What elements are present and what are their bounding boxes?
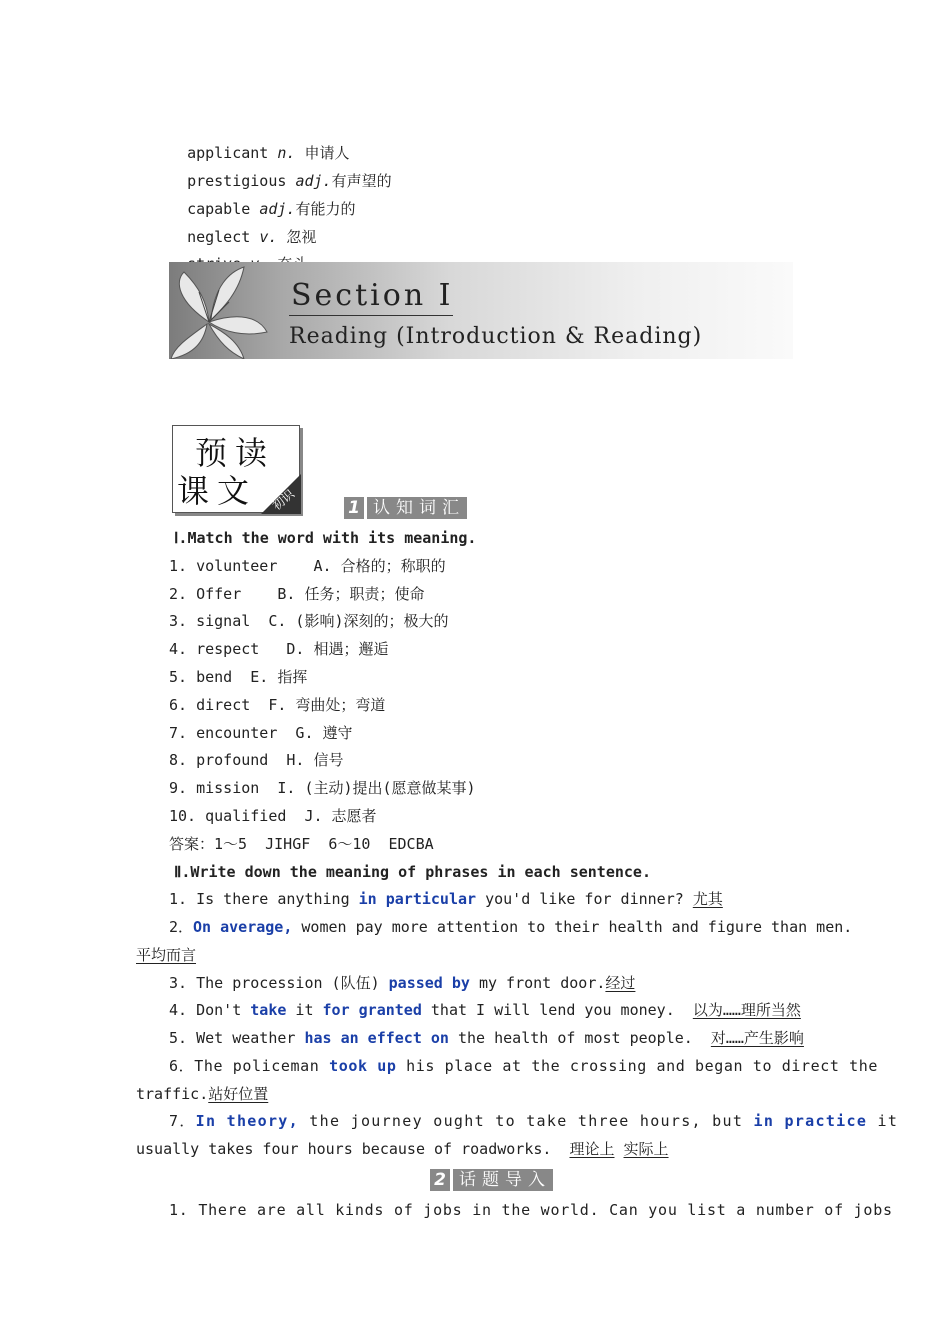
vocab-pos: v. bbox=[259, 228, 278, 246]
match-item: 10. qualified J. 志愿者 bbox=[169, 807, 377, 825]
match-item: 9. mission I. (主动)提出(愿意做某事) bbox=[169, 779, 476, 797]
vocab-meaning: 忽视 bbox=[286, 228, 317, 246]
section-title-rule bbox=[289, 315, 453, 316]
sentence-1: 1. Is there anything in particular you'd like for dinner? 尤其 bbox=[169, 890, 723, 908]
topic-question-1: 1. There are all kinds of jobs in the world. Can you list a number of jobs bbox=[169, 1201, 893, 1219]
part2-header: Ⅱ.Write down the meaning of phrases in each sentence. bbox=[174, 863, 651, 881]
vocab-pos: adj. bbox=[295, 172, 332, 190]
vocab-meaning: 申请人 bbox=[304, 144, 350, 162]
vocab-word: applicant bbox=[187, 144, 269, 162]
lily-flower-icon bbox=[169, 262, 269, 359]
match-item: 6. direct F. 弯曲处；弯道 bbox=[169, 696, 386, 714]
preview-line2: 课文 bbox=[177, 472, 258, 510]
vocab-pos: adj. bbox=[259, 200, 296, 218]
tag-vocabulary bbox=[344, 497, 467, 519]
sentence-6: 6．The policeman took up his place at the crossing and began to direct the bbox=[169, 1057, 879, 1075]
section-banner bbox=[169, 262, 793, 359]
tag-topic-intro bbox=[430, 1169, 553, 1191]
section-subtitle: Reading (Introduction & Reading) bbox=[289, 324, 703, 349]
match-item: 4. respect D. 相遇；邂逅 bbox=[169, 640, 389, 658]
answer-line: 答案：1～5 JIHGF 6～10 EDCBA bbox=[169, 835, 434, 853]
match-item: 8. profound H. 信号 bbox=[169, 751, 344, 769]
vocab-meaning: 有能力的 bbox=[295, 200, 356, 218]
tag-number: 1 bbox=[344, 497, 364, 519]
preview-box bbox=[172, 425, 300, 513]
tag-number: 2 bbox=[430, 1169, 450, 1191]
match-item: 5. bend E. 指挥 bbox=[169, 668, 308, 686]
sentence-7: 7．In theory, the journey ought to take three hours, but in practice it bbox=[169, 1112, 899, 1130]
sentence-answer: 实际上 bbox=[623, 1140, 669, 1158]
tag-label: 认知词汇 bbox=[367, 497, 467, 519]
sentence-answer: 经过 bbox=[605, 974, 636, 992]
section-title: Section Ⅰ bbox=[291, 278, 454, 313]
sentence-5: 5. Wet weather has an effect on the health of most people. 对……产生影响 bbox=[169, 1029, 804, 1047]
tag-label: 话题导入 bbox=[453, 1169, 553, 1191]
vocab-word: neglect bbox=[187, 228, 251, 246]
match-item: 3. signal C. (影响)深刻的；极大的 bbox=[169, 612, 449, 630]
sentence-6-cont: traffic.站好位置 bbox=[136, 1085, 269, 1103]
sentence-4: 4. Don't take it for granted that I will lend you money. 以为……理所当然 bbox=[169, 1001, 801, 1019]
sentence-2: 2．On average, women pay more attention to their health and figure than men. bbox=[169, 918, 853, 936]
vocab-meaning: 有声望的 bbox=[331, 172, 392, 190]
sentence-answer: 站好位置 bbox=[208, 1085, 269, 1103]
sentence-3: 3. The procession (队伍) passed by my front door.经过 bbox=[169, 974, 636, 992]
vocab-pos: n. bbox=[277, 144, 296, 162]
sentence-2-answer: 平均而言 bbox=[136, 946, 197, 964]
sentence-answer: 以为……理所当然 bbox=[692, 1001, 801, 1019]
sentence-answer: 对……产生影响 bbox=[710, 1029, 804, 1047]
vocab-word: prestigious bbox=[187, 172, 287, 190]
part1-header: Ⅰ.Match the word with its meaning. bbox=[174, 529, 477, 547]
sentence-answer: 尤其 bbox=[692, 890, 723, 908]
sentence-answer: 理论上 bbox=[569, 1140, 615, 1158]
vocab-word: capable bbox=[187, 200, 251, 218]
preview-line1: 预读 bbox=[195, 434, 276, 472]
preview-badge: 初识 bbox=[269, 486, 298, 513]
match-item: 7. encounter G. 遵守 bbox=[169, 724, 353, 742]
sentence-7-cont: usually takes four hours because of roadworks. 理论上 实际上 bbox=[136, 1140, 669, 1158]
match-item: 1. volunteer A. 合格的；称职的 bbox=[169, 557, 446, 575]
match-item: 2. Offer B. 任务；职责；使命 bbox=[169, 585, 425, 603]
